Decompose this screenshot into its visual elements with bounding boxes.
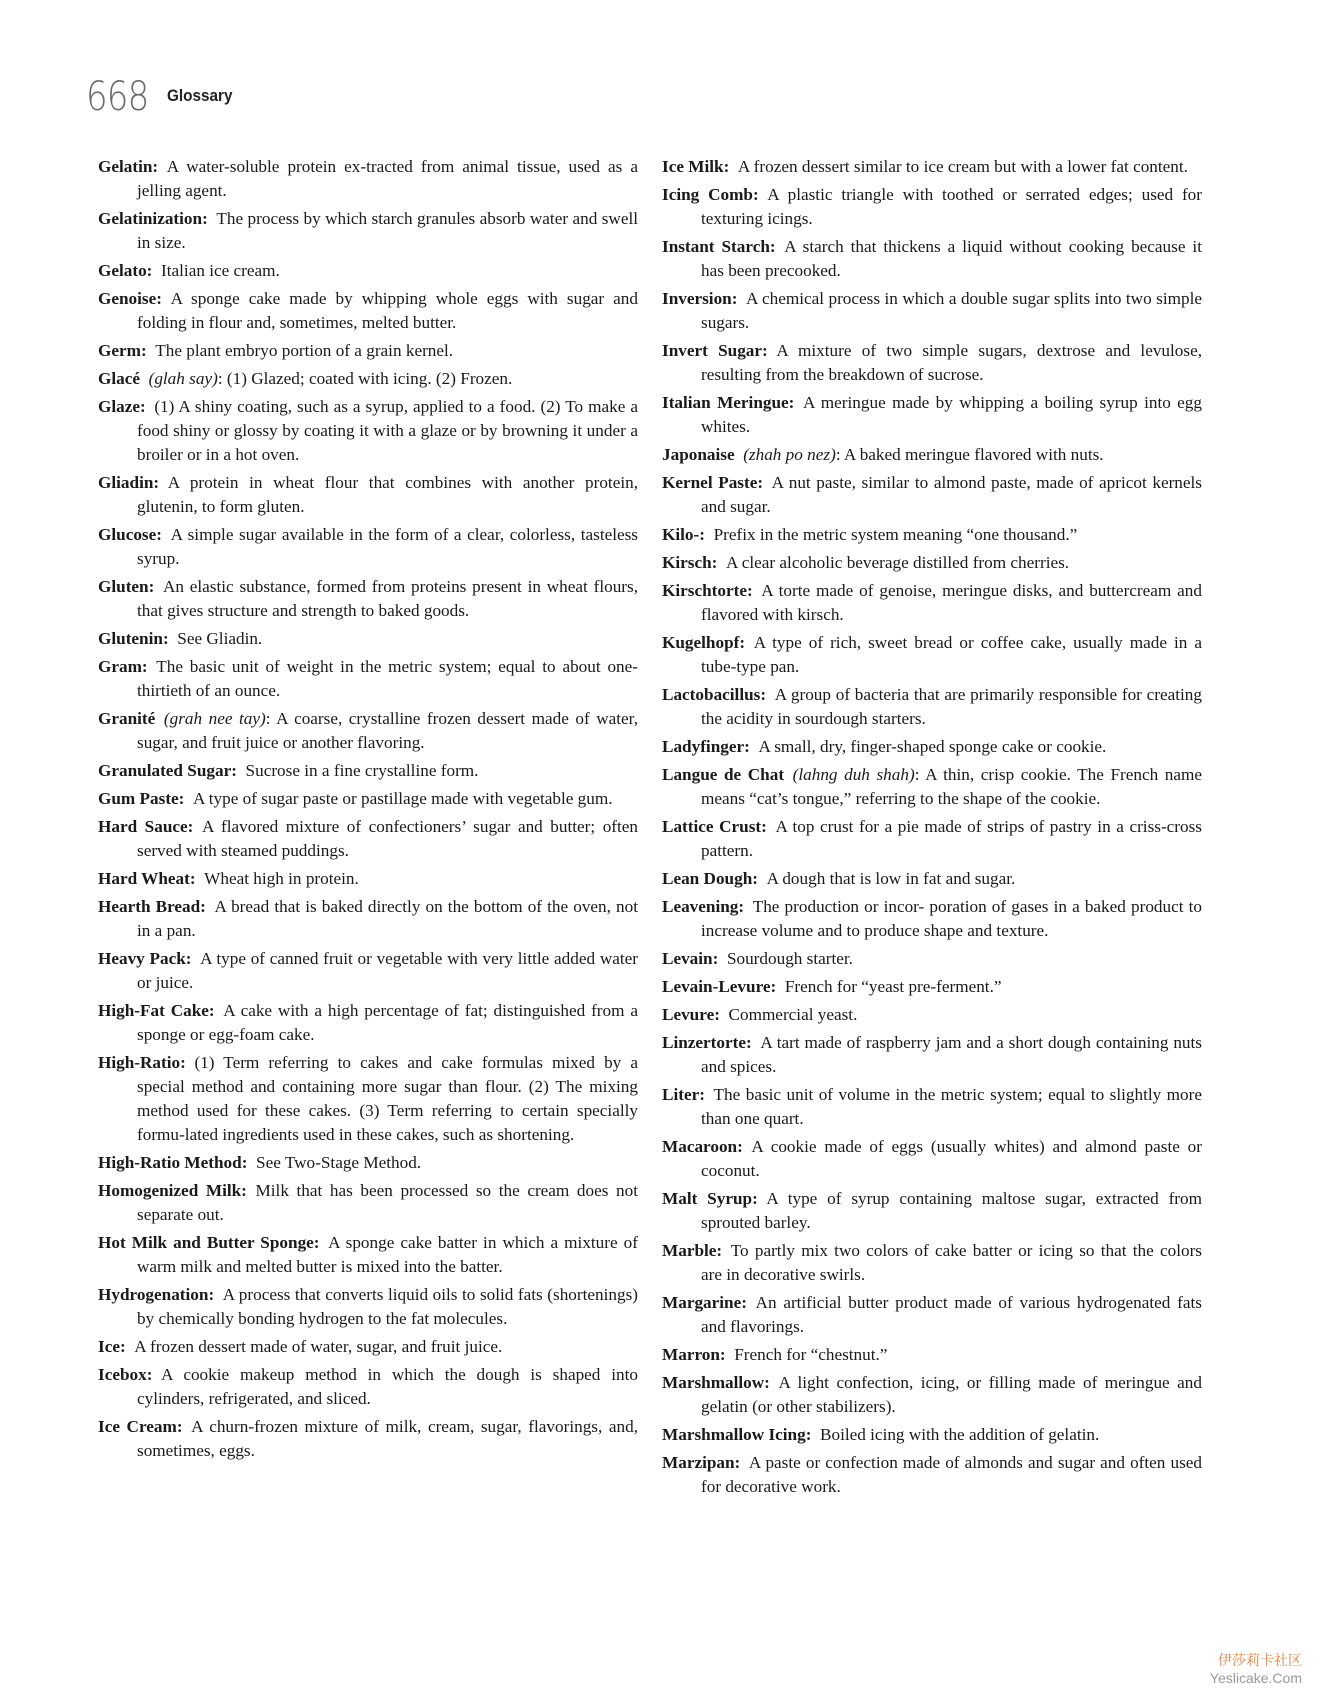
glossary-term: Gram:	[98, 657, 148, 676]
glossary-term: Germ:	[98, 341, 147, 360]
glossary-term: Lattice Crust:	[662, 817, 767, 836]
glossary-definition: Wheat high in protein.	[204, 869, 359, 888]
glossary-term: Granité	[98, 709, 156, 728]
glossary-term: Glaze:	[98, 397, 146, 416]
glossary-term: Icing Comb:	[662, 185, 759, 204]
glossary-definition: A flavored mixture of confectioners’ sugar and butter; often served with steamed puddings.	[137, 817, 639, 860]
glossary-definition: A group of bacteria that are primarily responsible for creating the acidity in sourdough starters.	[701, 685, 1202, 728]
glossary-definition: See Two-Stage Method.	[256, 1153, 422, 1172]
glossary-entry	[662, 1239, 1202, 1287]
glossary-term: Japonaise	[662, 445, 735, 464]
glossary-entry	[98, 471, 638, 519]
glossary-entry	[98, 395, 638, 467]
watermark-site: Yeslicake.Com	[1209, 1670, 1302, 1686]
glossary-term: Marron:	[662, 1345, 726, 1364]
glossary-term: High-Fat Cake:	[98, 1001, 215, 1020]
glossary-entry	[98, 947, 638, 995]
glossary-entry	[662, 1423, 1202, 1447]
glossary-term: Icebox:	[98, 1365, 153, 1384]
glossary-definition: A simple sugar available in the form of a clear, colorless, tasteless syrup.	[137, 525, 638, 568]
glossary-entry	[662, 183, 1202, 231]
glossary-term: Kirschtorte:	[662, 581, 753, 600]
glossary-term: Gelatinization:	[98, 209, 208, 228]
glossary-entry	[662, 1031, 1202, 1079]
glossary-term: Invert Sugar:	[662, 341, 768, 360]
glossary-term: Hearth Bread:	[98, 897, 206, 916]
glossary-entry	[662, 895, 1202, 943]
glossary-term: Heavy Pack:	[98, 949, 192, 968]
glossary-definition: A cookie makeup method in which the dough is shaped into cylinders, refrigerated, and sliced.	[137, 1365, 638, 1408]
glossary-definition: A cookie made of eggs (usually whites) and almond paste or coconut.	[701, 1137, 1202, 1180]
glossary-term: Hard Wheat:	[98, 869, 196, 888]
glossary-term: Kirsch:	[662, 553, 718, 572]
glossary-term: Gelatin:	[98, 157, 159, 176]
glossary-definition: The basic unit of weight in the metric system; equal to about one-thirtieth of an ounce.	[137, 657, 638, 700]
glossary-term: Lean Dough:	[662, 869, 758, 888]
glossary-term: Marshmallow:	[662, 1373, 770, 1392]
glossary-term: Macaroon:	[662, 1137, 743, 1156]
glossary-entry	[662, 815, 1202, 863]
glossary-entry	[98, 655, 638, 703]
glossary-term: High-Ratio Method:	[98, 1153, 248, 1172]
glossary-entry	[98, 1363, 638, 1411]
glossary-term: Lactobacillus:	[662, 685, 767, 704]
glossary-definition: A plastic triangle with toothed or serrated edges; used for texturing icings.	[701, 185, 1202, 228]
glossary-term: Levain:	[662, 949, 719, 968]
glossary-entry	[98, 999, 638, 1047]
glossary-term: Marzipan:	[662, 1453, 741, 1472]
glossary-entry	[662, 867, 1202, 891]
glossary-term: Gelato:	[98, 261, 153, 280]
glossary-entry	[662, 631, 1202, 679]
glossary-entry	[98, 575, 638, 623]
glossary-term: Hydrogenation:	[98, 1285, 215, 1304]
glossary-definition: A process that converts liquid oils to solid fats (shortenings) by chemically bonding hydrogen to the fat molecules.	[137, 1285, 638, 1328]
glossary-entry	[98, 287, 638, 335]
glossary-definition: A sponge cake made by whipping whole eggs with sugar and folding in flour and, sometimes, melted butter.	[137, 289, 638, 332]
glossary-definition: A type of syrup containing maltose sugar, extracted from sprouted barley.	[701, 1189, 1202, 1232]
glossary-entry	[662, 763, 1202, 811]
glossary-term: Marble:	[662, 1241, 723, 1260]
glossary-definition: A type of canned fruit or vegetable with very little added water or juice.	[137, 949, 638, 992]
glossary-entry	[98, 259, 638, 283]
glossary-definition: The process by which starch granules absorb water and swell in size.	[137, 209, 638, 252]
glossary-term: Glutenin:	[98, 629, 169, 648]
glossary-term: Linzertorte:	[662, 1033, 752, 1052]
glossary-entry	[98, 207, 638, 255]
glossary-term: Glucose:	[98, 525, 162, 544]
glossary-entry	[98, 895, 638, 943]
glossary-entry	[662, 1291, 1202, 1339]
glossary-definition: A small, dry, finger-shaped sponge cake or cookie.	[758, 737, 1107, 756]
glossary-definition: A frozen dessert made of water, sugar, and fruit juice.	[134, 1337, 503, 1356]
glossary-entry	[662, 1371, 1202, 1419]
glossary-entry	[98, 155, 638, 203]
glossary-definition: A paste or confection made of almonds and sugar and often used for decorative work.	[701, 1453, 1202, 1496]
glossary-definition: Italian ice cream.	[161, 261, 280, 280]
glossary-term: Instant Starch:	[662, 237, 776, 256]
glossary-definition: A cake with a high percentage of fat; distinguished from a sponge or egg-foam cake.	[137, 1001, 638, 1044]
glossary-entry	[98, 1231, 638, 1279]
glossary-entry	[662, 1083, 1202, 1131]
glossary-term: High-Ratio:	[98, 1053, 186, 1072]
glossary-term: Homogenized Milk:	[98, 1181, 247, 1200]
glossary-definition: The production or incor- poration of gases in a baked product to increase volume and to produce shape and texture.	[701, 897, 1202, 940]
glossary-entry	[662, 471, 1202, 519]
glossary-pronunciation: (glah say)	[148, 369, 218, 388]
page-number: 668	[86, 74, 149, 120]
glossary-term: Granulated Sugar:	[98, 761, 237, 780]
glossary-entry	[662, 391, 1202, 439]
glossary-term: Levain-Levure:	[662, 977, 777, 996]
watermark	[1210, 1650, 1302, 1686]
glossary-entry	[98, 787, 638, 811]
glossary-entry	[662, 947, 1202, 971]
glossary-definition: To partly mix two colors of cake batter or icing so that the colors are in decorative swirls.	[701, 1241, 1202, 1284]
glossary-entry	[662, 287, 1202, 335]
glossary-definition: A type of rich, sweet bread or coffee cake, usually made in a tube-type pan.	[701, 633, 1202, 676]
glossary-definition: A chemical process in which a double sugar splits into two simple sugars.	[701, 289, 1202, 332]
glossary-term: Margarine:	[662, 1293, 747, 1312]
glossary-term: Genoise:	[98, 289, 162, 308]
glossary-term: Kugelhopf:	[662, 633, 746, 652]
glossary-entry	[662, 579, 1202, 627]
glossary-term: Inversion:	[662, 289, 738, 308]
glossary-entry	[662, 1187, 1202, 1235]
glossary-entry	[662, 339, 1202, 387]
glossary-pronunciation: (lahng duh shah)	[792, 765, 915, 784]
glossary-entry	[662, 1135, 1202, 1183]
glossary-term: Italian Meringue:	[662, 393, 795, 412]
glossary-entry	[98, 707, 638, 755]
glossary-definition: The plant embryo portion of a grain kernel.	[155, 341, 454, 360]
glossary-entry	[98, 523, 638, 571]
glossary-definition: : (1) Glazed; coated with icing. (2) Frozen.	[217, 369, 513, 388]
glossary-definition: (1) A shiny coating, such as a syrup, applied to a food. (2) To make a food shiny or glossy by coating it with a glaze or by browning it under a broiler or in a hot oven.	[137, 397, 638, 464]
glossary-term: Malt Syrup:	[662, 1189, 758, 1208]
glossary-entry	[662, 1451, 1202, 1499]
glossary-definition: The basic unit of volume in the metric system; equal to slightly more than one quart.	[701, 1085, 1202, 1128]
glossary-entry	[662, 523, 1202, 547]
glossary-entry	[662, 443, 1202, 467]
glossary-term: Hard Sauce:	[98, 817, 194, 836]
watermark-chinese: 伊莎莉卡社区	[1218, 1653, 1302, 1669]
glossary-definition: Sucrose in a fine crystalline form.	[245, 761, 479, 780]
glossary-term: Kernel Paste:	[662, 473, 764, 492]
glossary-definition: A light confection, icing, or filling made of meringue and gelatin (or other stabilizers).	[701, 1373, 1202, 1416]
glossary-definition: A clear alcoholic beverage distilled from cherries.	[725, 553, 1070, 572]
glossary-definition: Milk that has been processed so the cream does not separate out.	[137, 1181, 638, 1224]
glossary-term: Marshmallow Icing:	[662, 1425, 812, 1444]
glossary-entry	[662, 975, 1202, 999]
glossary-definition: A tart made of raspberry jam and a short dough containing nuts and spices.	[701, 1033, 1202, 1076]
glossary-entry	[662, 155, 1202, 179]
glossary-definition: (1) Term referring to cakes and cake formulas mixed by a special method and containing more sugar than flour. (2) The mixing method used for these cakes. (3) Term referring to certain specially formu-lated ingredients used in these cakes, such as shortening.	[137, 1053, 638, 1144]
glossary-definition: A water-soluble protein ex-tracted from animal tissue, used as a jelling agent.	[137, 157, 638, 200]
glossary-term: Ice:	[98, 1337, 126, 1356]
glossary-column-right	[662, 155, 1202, 1503]
glossary-definition: A meringue made by whipping a boiling syrup into egg whites.	[701, 393, 1202, 436]
glossary-term: Ladyfinger:	[662, 737, 750, 756]
glossary-entry	[662, 1003, 1202, 1027]
glossary-entry	[98, 1335, 638, 1359]
glossary-definition: Boiled icing with the addition of gelatin.	[820, 1425, 1100, 1444]
glossary-definition: A frozen dessert similar to ice cream but with a lower fat content.	[737, 157, 1188, 176]
glossary-definition: A starch that thickens a liquid without cooking because it has been precooked.	[701, 237, 1202, 280]
glossary-pronunciation: (zhah po nez)	[743, 445, 836, 464]
glossary-entry	[662, 235, 1202, 283]
glossary-definition: A churn-frozen mixture of milk, cream, sugar, flavorings, and, sometimes, eggs.	[137, 1417, 638, 1460]
glossary-entry	[98, 1151, 638, 1175]
glossary-definition: A bread that is baked directly on the bottom of the oven, not in a pan.	[137, 897, 638, 940]
glossary-definition: A sponge cake batter in which a mixture of warm milk and melted butter is mixed into the batter.	[137, 1233, 638, 1276]
glossary-definition: : A thin, crisp cookie. The French name means “cat’s tongue,” referring to the shape of the cookie.	[701, 765, 1203, 808]
glossary-entry	[662, 551, 1202, 575]
glossary-definition: An elastic substance, formed from proteins present in wheat flours, that gives structure and strength to baked goods.	[137, 577, 638, 620]
glossary-entry	[98, 1283, 638, 1331]
glossary-entry	[98, 627, 638, 651]
glossary-term: Ice Milk:	[662, 157, 730, 176]
glossary-entry	[98, 815, 638, 863]
glossary-definition: A dough that is low in fat and sugar.	[766, 869, 1016, 888]
glossary-term: Glacé	[98, 369, 140, 388]
glossary-entry	[98, 867, 638, 891]
glossary-term: Levure:	[662, 1005, 720, 1024]
section-title: Glossary	[167, 86, 233, 105]
glossary-term: Langue de Chat	[662, 765, 785, 784]
glossary-entry	[98, 759, 638, 783]
glossary-definition: See Gliadin.	[177, 629, 263, 648]
glossary-column-left	[98, 155, 638, 1467]
glossary-definition: Prefix in the metric system meaning “one thousand.”	[713, 525, 1078, 544]
glossary-entry	[98, 1415, 638, 1463]
glossary-definition: An artificial butter product made of various hydrogenated fats and flavorings.	[701, 1293, 1202, 1336]
glossary-term: Gluten:	[98, 577, 155, 596]
glossary-definition: A top crust for a pie made of strips of pastry in a criss-cross pattern.	[701, 817, 1202, 860]
glossary-definition: Commercial yeast.	[728, 1005, 858, 1024]
glossary-entry	[98, 339, 638, 363]
glossary-entry	[98, 1179, 638, 1227]
glossary-entry	[662, 1343, 1202, 1367]
glossary-definition: A protein in wheat flour that combines with another protein, glutenin, to form gluten.	[137, 473, 638, 516]
glossary-definition: : A coarse, crystalline frozen dessert made of water, sugar, and fruit juice or another flavoring.	[137, 709, 638, 752]
glossary-definition: A type of sugar paste or pastillage made with vegetable gum.	[193, 789, 613, 808]
glossary-definition: French for “yeast pre-ferment.”	[784, 977, 1002, 996]
glossary-definition: French for “chestnut.”	[734, 1345, 888, 1364]
glossary-pronunciation: (grah nee tay)	[163, 709, 266, 728]
glossary-entry	[662, 735, 1202, 759]
glossary-definition: A mixture of two simple sugars, dextrose and levulose, resulting from the breakdown of sucrose.	[701, 341, 1202, 384]
glossary-entry	[98, 367, 638, 391]
glossary-definition: A torte made of genoise, meringue disks, and buttercream and flavored with kirsch.	[701, 581, 1202, 624]
glossary-entry	[662, 683, 1202, 731]
glossary-term: Hot Milk and Butter Sponge:	[98, 1233, 320, 1252]
glossary-term: Kilo-:	[662, 525, 705, 544]
glossary-definition: A nut paste, similar to almond paste, made of apricot kernels and sugar.	[701, 473, 1202, 516]
glossary-term: Leavening:	[662, 897, 745, 916]
glossary-term: Ice Cream:	[98, 1417, 183, 1436]
glossary-term: Gliadin:	[98, 473, 160, 492]
glossary-term: Liter:	[662, 1085, 705, 1104]
glossary-term: Gum Paste:	[98, 789, 185, 808]
glossary-entry	[98, 1051, 638, 1147]
glossary-definition: Sourdough starter.	[726, 949, 853, 968]
glossary-definition: : A baked meringue flavored with nuts.	[835, 445, 1104, 464]
